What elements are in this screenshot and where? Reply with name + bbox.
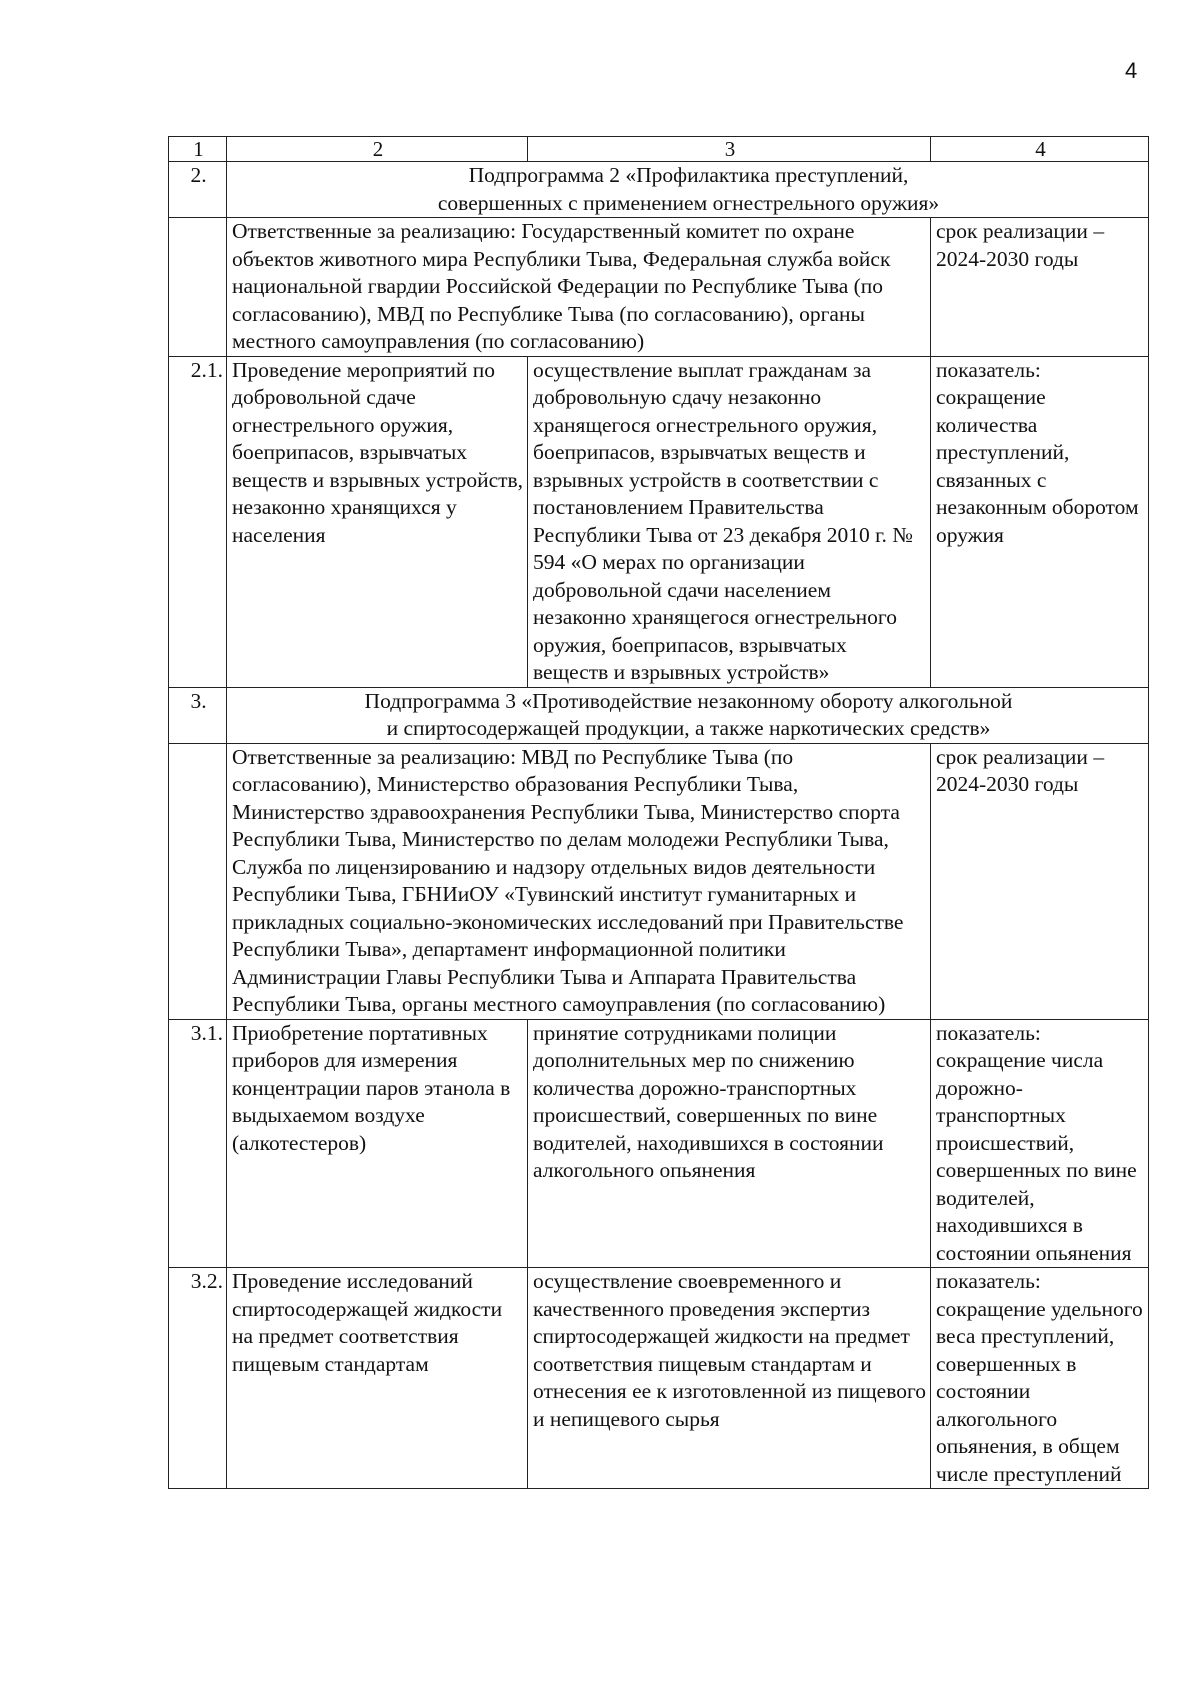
subprogram-3-term: срок реализации – 2024-2030 годы xyxy=(931,743,1149,1019)
row-3-1-indicator: показатель: сокращение числа дорожно-транспортных происшествий, совершенных по вине водителей, находившихся в состоянии опьянения xyxy=(931,1019,1149,1268)
subprogram-2-title xyxy=(227,162,1149,218)
table-row xyxy=(169,356,1149,687)
row-3-2-measure: Проведение исследований спиртосодержащей жидкости на предмет соответствия пищевым стандартам xyxy=(227,1268,528,1489)
row-3-1-number: 3.1. xyxy=(169,1019,227,1268)
measures-table xyxy=(168,136,1149,1489)
header-col-1: 1 xyxy=(169,137,227,162)
subprogram-3-number: 3. xyxy=(169,687,227,743)
table-row xyxy=(169,1268,1149,1489)
subprogram-3-responsible-row xyxy=(169,743,1149,1019)
subprogram-2-term: срок реализации – 2024-2030 годы xyxy=(931,218,1149,357)
row-3-2-number: 3.2. xyxy=(169,1268,227,1489)
row-3-2-content: осуществление своевременного и качественного проведения экспертиз спиртосодержащей жидкости на предмет соответствия пищевым стандартам и отнесения ее к изготовленной из пищевого и непищевого сырья xyxy=(528,1268,931,1489)
subprogram-3-title-line-1: Подпрограмма 3 «Противодействие незаконному обороту алкогольной xyxy=(364,688,1013,713)
empty-number-cell xyxy=(169,743,227,1019)
row-2-1-indicator: показатель: сокращение количества преступлений, связанных с незаконным оборотом оружия xyxy=(931,356,1149,687)
row-2-1-number: 2.1. xyxy=(169,356,227,687)
row-2-1-content: осуществление выплат гражданам за добровольную сдачу незаконно хранящегося огнестрельного оружия, боеприпасов, взрывчатых веществ и взрывных устройств в соответствии с постановлением Правительства Республики Тыва от 23 декабря 2010 г. № 594 «О мерах по организации добровольной сдачи населением незаконно хранящегося огнестрельного оружия, боеприпасов, взрывчатых веществ и взрывных устройств» xyxy=(528,356,931,687)
header-col-2: 2 xyxy=(227,137,528,162)
subprogram-3-responsible: Ответственные за реализацию: МВД по Республике Тыва (по согласованию), Министерство образования Республики Тыва, Министерство здравоохранения Республики Тыва, Министерство спорта Республики Тыва, Министерство по делам молодежи Республики Тыва, Служба по лицензированию и надзору отдельных видов деятельности Республики Тыва, ГБНИиОУ «Тувинский институт гуманитарных и прикладных социально-экономических исследований при Правительстве Республики Тыва», департамент информационной политики Администрации Главы Республики Тыва и Аппарата Правительства Республики Тыва, органы местного самоуправления (по согласованию) xyxy=(227,743,931,1019)
subprogram-2-title-row xyxy=(169,162,1149,218)
subprogram-3-title xyxy=(227,687,1149,743)
page-number: 4 xyxy=(1125,58,1138,83)
table-row xyxy=(169,1019,1149,1268)
subprogram-2-title-line-2: совершенных с применением огнестрельного оружия» xyxy=(437,190,940,215)
subprogram-3-title-line-2: и спиртосодержащей продукции, а также наркотических средств» xyxy=(386,716,991,740)
subprogram-2-responsible: Ответственные за реализацию: Государственный комитет по охране объектов животного мира Республики Тыва, Федеральная служба войск национальной гвардии Российской Федерации по Республике Тыва (по согласованию), МВД по Республике Тыва (по согласованию), органы местного самоуправления (по согласованию) xyxy=(227,218,931,357)
row-3-2-indicator: показатель: сокращение удельного веса преступлений, совершенных в состоянии алкогольного опьянения, в общем числе преступлений xyxy=(931,1268,1149,1489)
row-3-1-measure: Приобретение портативных приборов для измерения концентрации паров этанола в выдыхаемом воздухе (алкотестеров) xyxy=(227,1019,528,1268)
header-col-3: 3 xyxy=(528,137,931,162)
subprogram-2-responsible-row xyxy=(169,218,1149,357)
subprogram-2-title-line-1: Подпрограмма 2 «Профилактика преступлений, xyxy=(468,163,909,187)
header-col-4: 4 xyxy=(931,137,1149,162)
subprogram-2-number: 2. xyxy=(169,162,227,218)
empty-number-cell xyxy=(169,218,227,357)
row-3-1-content: принятие сотрудниками полиции дополнительных мер по снижению количества дорожно-транспортных происшествий, совершенных по вине водителей, находившихся в состоянии алкогольного опьянения xyxy=(528,1019,931,1268)
subprogram-3-title-row xyxy=(169,687,1149,743)
row-2-1-measure: Проведение мероприятий по добровольной сдаче огнестрельного оружия, боеприпасов, взрывчатых веществ и взрывных устройств, незаконно хранящихся у населения xyxy=(227,356,528,687)
table-header-row xyxy=(169,137,1149,162)
